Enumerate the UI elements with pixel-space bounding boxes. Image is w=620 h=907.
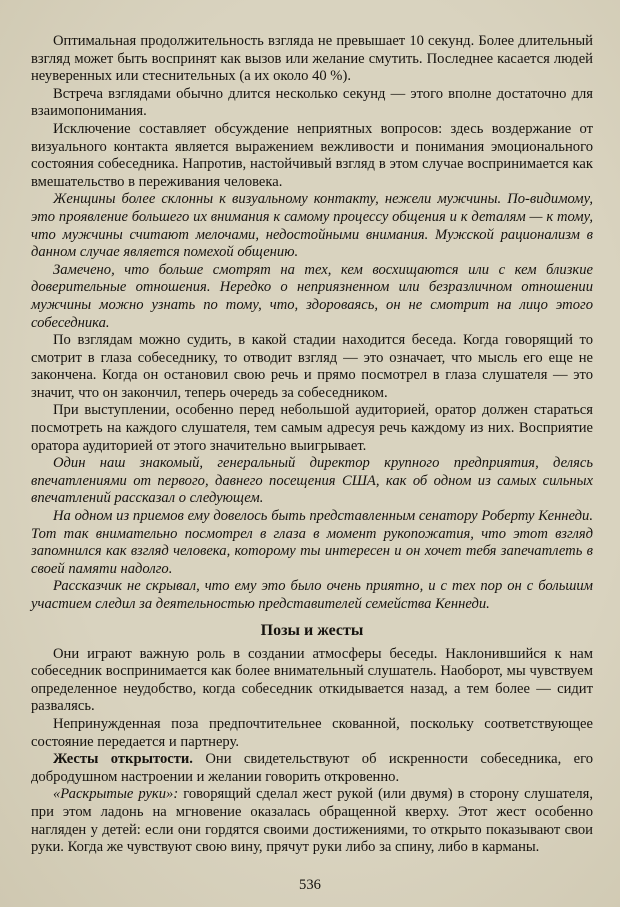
paragraph-text: говорящий сделал жест рукой (или двумя) в сторону слушателя, при этом ладонь на мгновение оказалась обращенной кверху. Этот жест особенно нагляден у детей: если они гордятся своими достижениями, то открыто показывают свои руки. Когда же чувствуют свою вину, прячут руки либо за спину, либо в карманы. — [31, 786, 593, 856]
paragraph-director-story: Один наш знакомый, генеральный директор крупного предприятия, делясь впечатлениями от первого, давнего посещения США, как об одном из самых сильных впечатлений рассказал о следующем. — [31, 455, 593, 507]
paragraph-relaxed-posture: Непринужденная поза предпочтительнее скованной, поскольку соответствующее состояние передается и партнеру. — [31, 715, 593, 750]
paragraph-admiration-gaze: Замечено, что больше смотрят на тех, кем восхищаются или с кем близкие доверительные отношения. Нередко о неприязненном или безразличном отношении мужчины можно узнать по тому, что, здороваясь, он не смотрит на лицо этого собеседника. — [31, 261, 593, 331]
paragraph-lead-bold: Жесты открытости. — [53, 751, 193, 768]
paragraph-orator-audience: При выступлении, особенно перед небольшой аудиторией, оратор должен стараться посмотреть на каждого слушателя, тем самым адресуя речь каждому из них. Восприятие оратора аудиторией от этого значительно выигрывает. — [31, 402, 593, 454]
paragraph-gaze-meeting: Встреча взглядами обычно длится несколько секунд — этого вполне достаточно для взаимопонимания. — [31, 85, 593, 120]
section-heading-poses-gestures: Позы и жесты — [260, 621, 364, 639]
paragraph-conversation-stage: По взглядам можно судить, в какой стадии находится беседа. Когда говорящий то смотрит в глаза собеседнику, то отводит взгляд — это означает, что мысль его еще не закончена. Когда он остановил свою речь и прямо посмотрел в глаза слушателя — это значит, что он закончил, теперь очередь за собеседником. — [31, 332, 593, 401]
page-number: 536 — [299, 877, 321, 893]
paragraph-kennedy-follow: Рассказчик не скрывал, что ему это было очень приятно, и с тех пор он с большим участием следил за деятельностью представителей семейства Кеннеди. — [31, 578, 593, 612]
paragraph-kennedy-handshake: На одном из приемов ему довелось быть представленным сенатору Роберту Кеннеди. Тот так внимательно посмотрел в глаза в момент рукопожатия, что этот взгляд запомнился как взгляд человека, которому ты интересен и он хочет тебя запечатлеть в своей памяти надолго. — [31, 508, 593, 577]
paragraph-lead-italic: «Раскрытые руки»: — [53, 786, 179, 803]
paragraph-gaze-duration: Оптимальная продолжительность взгляда не превышает 10 секунд. Более длительный взгляд может быть воспринят как вызов или желание смутить. Последнее касается людей неуверенных или стеснительных (а их около 40 %). — [31, 33, 593, 85]
paragraph-unpleasant-topics: Исключение составляет обсуждение неприятных вопросов: здесь воздержание от визуального контакта является выражением вежливости и понимания эмоционального состояния собеседника. Напротив, настойчивый взгляд в этом случае воспринимается как вмешательство в переживания человека. — [31, 120, 593, 190]
paragraph-open-hands — [31, 786, 593, 856]
paragraph-posture-atmosphere: Они играют важную роль в создании атмосферы беседы. Наклонившийся к нам собеседник воспринимается как более внимательный слушатель. Наоборот, мы чувствуем определенное неудобство, когда собеседник откидывается назад, а тем более — сидит развалясь. — [31, 645, 593, 715]
paragraph-women-contact: Женщины более склонны к визуальному контакту, нежели мужчины. По-видимому, это проявление большего их внимания к самому процессу общения и к деталям — к тому, что мужчины считают мелочами, недостойными внимания. Мужской рационализм в данном случае является помехой общению. — [31, 191, 593, 261]
paragraph-openness-gestures — [31, 751, 593, 786]
paragraph-text: Они свидетельствуют об искренности собеседника, его добродушном настроении и желании говорить откровенно. — [31, 751, 593, 785]
